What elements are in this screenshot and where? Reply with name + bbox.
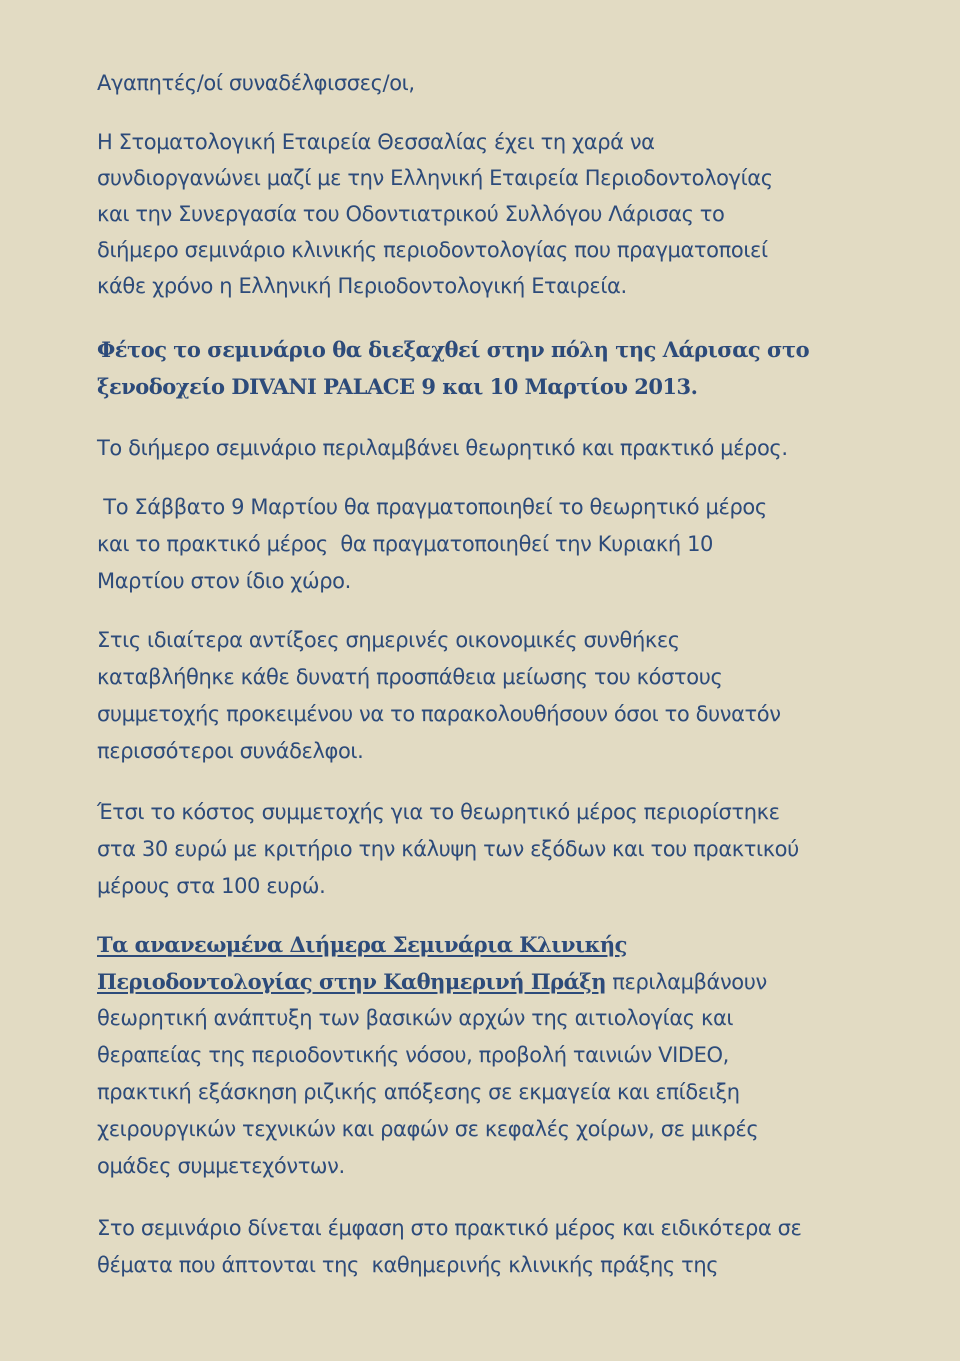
text-line: θεωρητική ανάπτυξη των βασικών αρχών της αιτιολογίας και [97, 1006, 734, 1030]
text-line: συμμετοχής προκειμένου να το παρακολουθήσουν όσοι το δυνατόν [97, 702, 781, 726]
text-line: καταβλήθηκε κάθε δυνατή προσπάθεια μείωσης του κόστους [97, 665, 723, 689]
text-line: Στις ιδιαίτερα αντίξοες σημερινές οικονομικές συνθήκες [97, 628, 680, 652]
economics-paragraph [97, 622, 917, 770]
text-line: θεραπείας της περιοδοντικής νόσου, προβολή ταινιών VIDEO, [97, 1043, 729, 1067]
text-line: Έτσι το κόστος συμμετοχής για το θεωρητικό μέρος περιορίστηκε [97, 800, 780, 824]
text-line: χειρουργικών τεχνικών και ραφών σε κεφαλές χοίρων, σε μικρές [97, 1117, 759, 1141]
greeting-paragraph [97, 65, 917, 101]
bold-text-line: ξενοδοχείο DIVANI PALACE 9 και 10 Μαρτίου 2013. [97, 374, 698, 399]
program-title-part1: Τα ανανεωμένα Διήμερα Σεμινάρια Κλινικής [97, 932, 627, 957]
intro-paragraph [97, 124, 917, 304]
schedule-paragraph [97, 489, 917, 600]
text-line: διήμερο σεμινάριο κλινικής περιοδοντολογίας που πραγματοποιεί [97, 238, 768, 262]
text-line: και την Συνεργασία του Οδοντιατρικού Συλλόγου Λάρισας το [97, 202, 725, 226]
program-title-continuation: περιλαμβάνουν [606, 970, 767, 994]
text-line: Το διήμερο σεμινάριο περιλαμβάνει θεωρητικό και πρακτικό μέρος. [97, 436, 788, 460]
text-line: κάθε χρόνο η Ελληνική Περιοδοντολογική Εταιρεία. [97, 274, 627, 298]
program-title-line [97, 963, 917, 1000]
text-line: Στο σεμινάριο δίνεται έμφαση στο πρακτικό μέρος και ειδικότερα σε [97, 1216, 802, 1240]
parts-paragraph [97, 430, 917, 466]
program-title-line [97, 926, 917, 963]
text-line: περισσότεροι συνάδελφοι. [97, 739, 364, 763]
text-line: Το Σάββατο 9 Μαρτίου θα πραγματοποιηθεί το θεωρητικό μέρος [97, 495, 767, 519]
text-line: συνδιοργανώνει μαζί με την Ελληνική Εταιρεία Περιοδοντολογίας [97, 166, 773, 190]
text-line: μέρους στα 100 ευρώ. [97, 874, 326, 898]
program-paragraph [97, 926, 917, 1185]
text-line: και το πρακτικό μέρος θα πραγματοποιηθεί την Κυριακή 10 [97, 532, 714, 556]
text-line: Μαρτίου στον ίδιο χώρο. [97, 569, 351, 593]
cost-paragraph [97, 794, 917, 905]
text-line: ομάδες συμμετεχόντων. [97, 1154, 345, 1178]
bold-text-line: Φέτος το σεμινάριο θα διεξαχθεί στην πόλη της Λάρισας στο [97, 337, 810, 362]
text-line: πρακτική εξάσκηση ριζικής απόξεσης σε εκμαγεία και επίδειξη [97, 1080, 740, 1104]
emphasis-paragraph [97, 1210, 917, 1284]
program-title-part2: Περιοδοντολογίας στην Καθημερινή Πράξη [97, 969, 606, 994]
text-line: θέματα που άπτονται της καθημερινής κλινικής πράξης της [97, 1253, 719, 1277]
venue-paragraph [97, 331, 917, 405]
greeting-text: Αγαπητές/οί συναδέλφισσες/οι, [97, 71, 415, 95]
text-line: στα 30 ευρώ με κριτήριο την κάλυψη των εξόδων και του πρακτικού [97, 837, 799, 861]
text-line: Η Στοματολογική Εταιρεία Θεσσαλίας έχει τη χαρά να [97, 130, 655, 154]
